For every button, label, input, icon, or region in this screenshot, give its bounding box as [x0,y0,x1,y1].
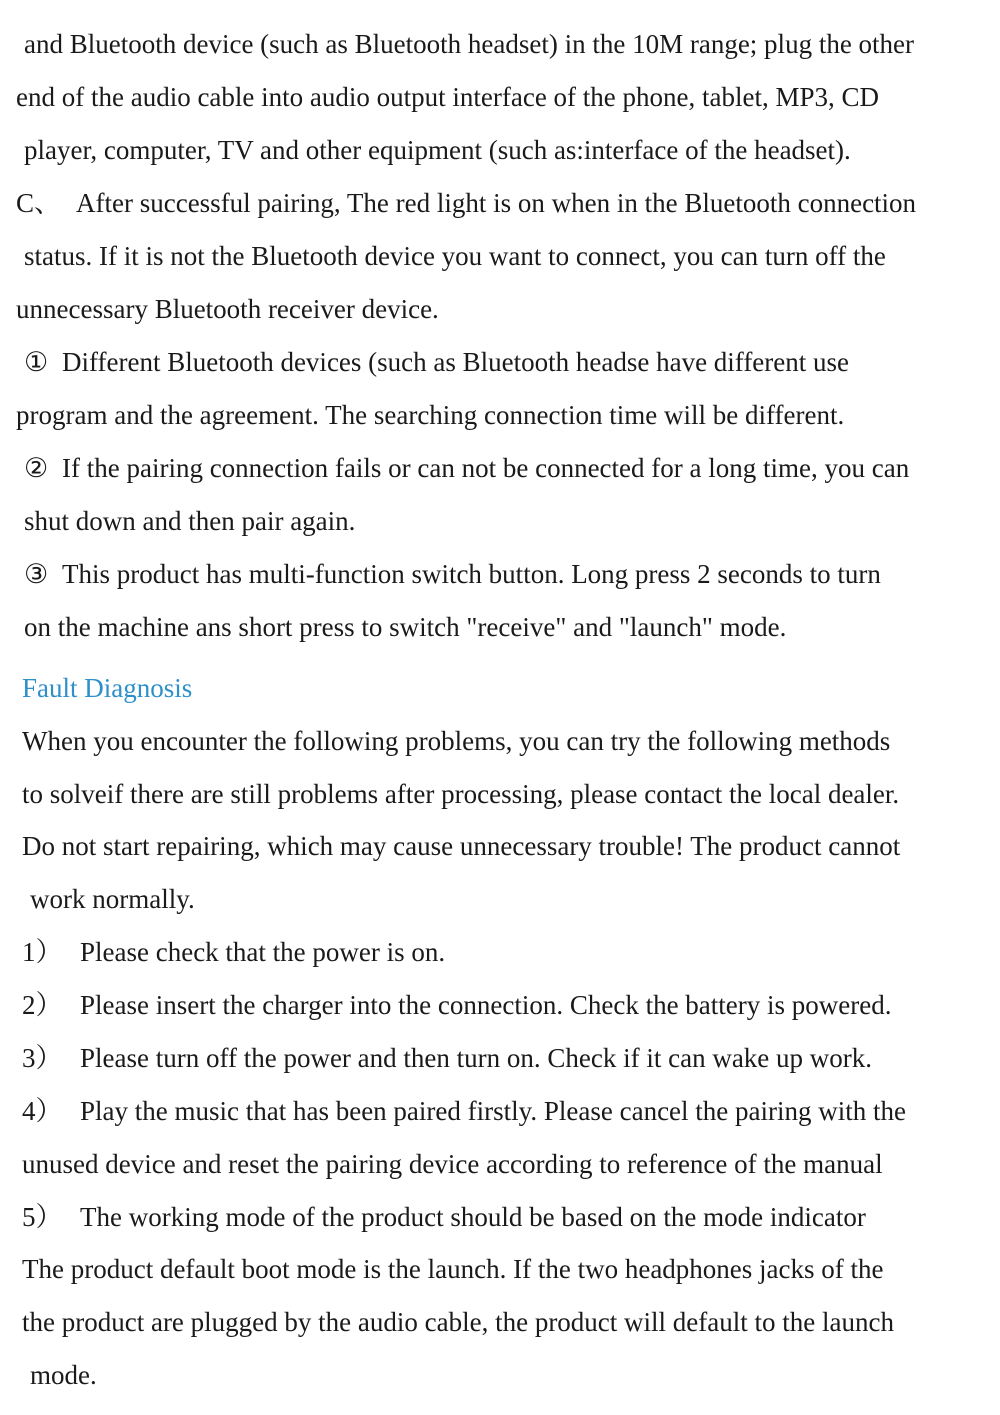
fault-intro-line-4: work normally. [30,884,195,914]
step-c-line-1: After successful pairing, The red light is on when in the Bluetooth connection [76,188,917,218]
fault-item-2-line-1: Please insert the charger into the connection. Check the battery is powered. [80,990,892,1020]
note-1-line-1: Different Bluetooth devices (such as Bluetooth headse have different use [62,347,850,377]
step-c-marker: C、 [16,188,62,218]
note-3-line-1: This product has multi-function switch button. Long press 2 seconds to turn [62,559,881,589]
fault-item-5-line-1: The working mode of the product should be based on the mode indicator [80,1202,866,1232]
note-2-line-1: If the pairing connection fails or can not be connected for a long time, you can [62,453,910,483]
intro-line-3: player, computer, TV and other equipment (such as:interface of the headset). [24,135,851,165]
note-2-marker: ② [24,453,49,483]
fault-item-5-line-2: The product default boot mode is the launch. If the two headphones jacks of the [22,1254,884,1284]
note-1-line-2: program and the agreement. The searching connection time will be different. [16,400,845,430]
fault-item-1-marker: 1） [22,937,63,967]
fault-item-4-line-2: unused device and reset the pairing device according to reference of the manual [22,1149,883,1179]
fault-intro-line-1: When you encounter the following problems, you can try the following methods [22,726,891,756]
fault-item-5-line-4: mode. [30,1360,97,1390]
note-1-marker: ① [24,347,49,377]
intro-line-1: and Bluetooth device (such as Bluetooth headset) in the 10M range; plug the other [24,29,915,59]
step-c-line-3: unnecessary Bluetooth receiver device. [16,294,439,324]
fault-item-3-line-1: Please turn off the power and then turn on. Check if it can wake up work. [80,1043,873,1073]
note-3-line-2: on the machine ans short press to switch "receive" and "launch" mode. [24,612,787,642]
fault-item-5-line-3: the product are plugged by the audio cable, the product will default to the launch [22,1307,894,1337]
fault-item-4-marker: 4） [22,1096,63,1126]
fault-item-2-marker: 2） [22,990,63,1020]
fault-intro-line-2: to solveif there are still problems after processing, please contact the local dealer. [22,779,900,809]
fault-diagnosis-heading: Fault Diagnosis [22,673,193,703]
fault-item-3-marker: 3） [22,1043,63,1073]
intro-line-2: end of the audio cable into audio output interface of the phone, tablet, MP3, CD [16,82,880,112]
fault-item-4-line-1: Play the music that has been paired firstly. Please cancel the pairing with the [80,1096,906,1126]
step-c-line-2: status. If it is not the Bluetooth device you want to connect, you can turn off the [24,241,886,271]
note-3-marker: ③ [24,559,49,589]
fault-item-1-line-1: Please check that the power is on. [80,937,446,967]
fault-item-5-marker: 5） [22,1202,63,1232]
note-2-line-2: shut down and then pair again. [24,506,356,536]
fault-intro-line-3: Do not start repairing, which may cause unnecessary trouble! The product cannot [22,831,901,861]
